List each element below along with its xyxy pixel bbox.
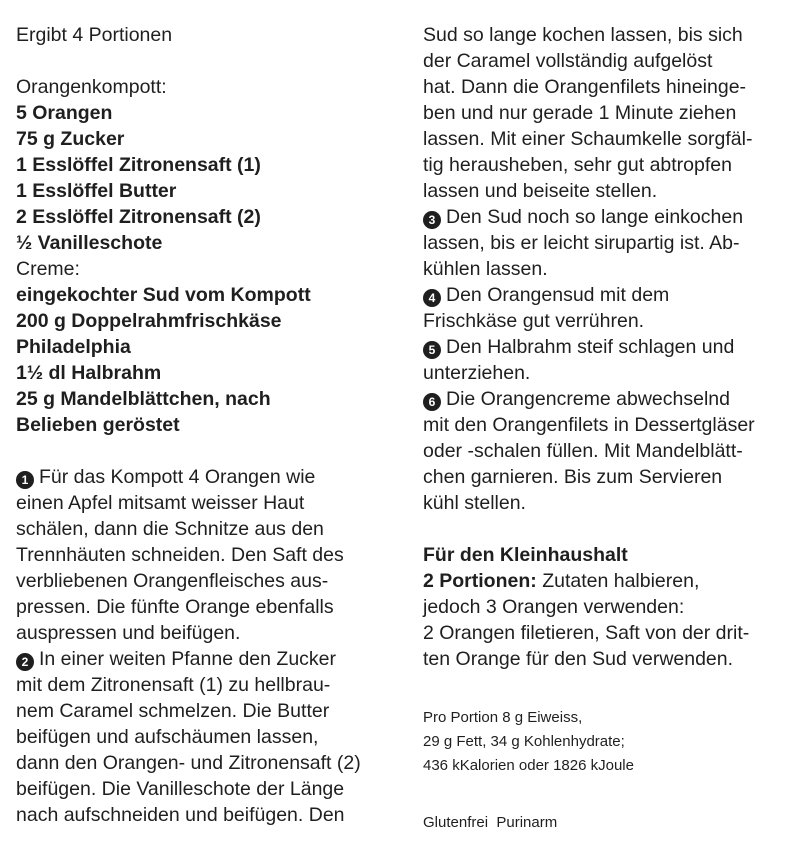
ingredient-line: ½ Vanilleschote	[16, 232, 163, 254]
step-text-line: schälen, dann die Schnitze aus den	[16, 518, 324, 540]
step-text-line: Die Orangencreme abwechselnd	[446, 388, 730, 410]
ingredient-line: 1 Esslöffel Butter	[16, 180, 177, 202]
ingredient-line: Philadelphia	[16, 336, 131, 358]
step-text-line: pressen. Die fünfte Orange ebenfalls	[16, 596, 334, 618]
diet-tags: Glutenfrei Purinarm	[423, 814, 558, 831]
step-text-line: kühl stellen.	[423, 492, 526, 514]
step-number-badge: 5	[423, 341, 441, 359]
ingredient-line: Belieben geröstet	[16, 414, 180, 436]
right-column	[423, 22, 800, 672]
step-text-line: hat. Dann die Orangenfilets hineinge-	[423, 76, 747, 98]
ingredient-line: 200 g Doppelrahmfrischkäse	[16, 310, 282, 332]
step-text-line: einen Apfel mitsamt weisser Haut	[16, 492, 305, 514]
step-text-line: mit dem Zitronensaft (1) zu hellbrau-	[16, 674, 331, 696]
step-text-line: Den Orangensud mit dem	[446, 284, 670, 306]
step-text-line: Den Halbrahm steif schlagen und	[446, 336, 735, 358]
step-text-line: beifügen und aufschäumen lassen,	[16, 726, 319, 748]
ingredient-line: 75 g Zucker	[16, 128, 125, 150]
step-text-line: dann den Orangen- und Zitronensaft (2)	[16, 752, 361, 774]
step-text-line: unterziehen.	[423, 362, 531, 384]
step-text-line: Frischkäse gut verrühren.	[423, 310, 645, 332]
kompott-ingredient-list	[16, 100, 401, 256]
creme-ingredient-list	[16, 282, 401, 438]
left-column	[16, 22, 401, 828]
step-number-badge: 3	[423, 211, 441, 229]
small-household-text: Zutaten halbieren,	[542, 570, 700, 592]
portion-label: 2 Portionen:	[423, 570, 537, 592]
step-text-line: Den Sud noch so lange einkochen	[446, 206, 744, 228]
small-household-text: 2 Orangen filetieren, Saft von der drit-	[423, 622, 750, 644]
step-5	[423, 334, 800, 386]
step-text-line: oder -schalen füllen. Mit Mandelblätt-	[423, 440, 743, 462]
nutrition-line: 29 g Fett, 34 g Kohlenhydrate;	[423, 733, 625, 750]
step-text-line: In einer weiten Pfanne den Zucker	[39, 648, 337, 670]
ingredient-line: 5 Orangen	[16, 102, 113, 124]
step-number-badge: 1	[16, 471, 34, 489]
step-text-line: Sud so lange kochen lassen, bis sich	[423, 24, 743, 46]
step-text-line: der Caramel vollständig aufgelöst	[423, 50, 713, 72]
step-text-line: Für das Kompott 4 Orangen wie	[39, 466, 316, 488]
step-text-line: verbliebenen Orangenfleisches aus-	[16, 570, 329, 592]
ingredient-line: 2 Esslöffel Zitronensaft (2)	[16, 206, 261, 228]
small-household-text: jedoch 3 Orangen verwenden:	[423, 596, 685, 618]
nutrition-line: 436 kKalorien oder 1826 kJoule	[423, 757, 634, 774]
nutrition-info	[423, 706, 634, 778]
step-text-line: kühlen lassen.	[423, 258, 548, 280]
step-1	[16, 464, 401, 646]
step-text-line: nem Caramel schmelzen. Die Butter	[16, 700, 330, 722]
ingredient-line: 25 g Mandelblättchen, nach	[16, 388, 271, 410]
small-household-section	[423, 542, 800, 672]
kompott-heading: Orangenkompott:	[16, 76, 167, 98]
step-2	[16, 646, 401, 828]
step-number-badge: 2	[16, 653, 34, 671]
step-text-line: chen garnieren. Bis zum Servieren	[423, 466, 723, 488]
step-text-line: mit den Orangenfilets in Dessertgläser	[423, 414, 755, 436]
small-household-heading: Für den Kleinhaushalt	[423, 544, 628, 566]
step-text-line: nach aufschneiden und beifügen. Den	[16, 804, 345, 826]
step-number-badge: 6	[423, 393, 441, 411]
step-text-line: lassen, bis er leicht sirupartig ist. Ab-	[423, 232, 740, 254]
creme-heading: Creme:	[16, 258, 80, 280]
step-3	[423, 204, 800, 282]
ingredient-line: eingekochter Sud vom Kompott	[16, 284, 311, 306]
nutrition-line: Pro Portion 8 g Eiweiss,	[423, 709, 583, 726]
yield-text: Ergibt 4 Portionen	[16, 24, 173, 46]
step-6	[423, 386, 800, 516]
step-2-continued	[423, 22, 800, 204]
step-text-line: auspressen und beifügen.	[16, 622, 241, 644]
step-text-line: beifügen. Die Vanilleschote der Länge	[16, 778, 345, 800]
step-text-line: lassen und beiseite stellen.	[423, 180, 658, 202]
step-text-line: ben und nur gerade 1 Minute ziehen	[423, 102, 737, 124]
step-number-badge: 4	[423, 289, 441, 307]
step-text-line: tig herausheben, sehr gut abtropfen	[423, 154, 732, 176]
step-text-line: Trennhäuten schneiden. Den Saft des	[16, 544, 344, 566]
ingredient-line: 1 Esslöffel Zitronensaft (1)	[16, 154, 261, 176]
ingredient-line: 1½ dl Halbrahm	[16, 362, 162, 384]
step-text-line: lassen. Mit einer Schaumkelle sorgfäl-	[423, 128, 753, 150]
small-household-text: ten Orange für den Sud verwenden.	[423, 648, 734, 670]
step-4	[423, 282, 800, 334]
